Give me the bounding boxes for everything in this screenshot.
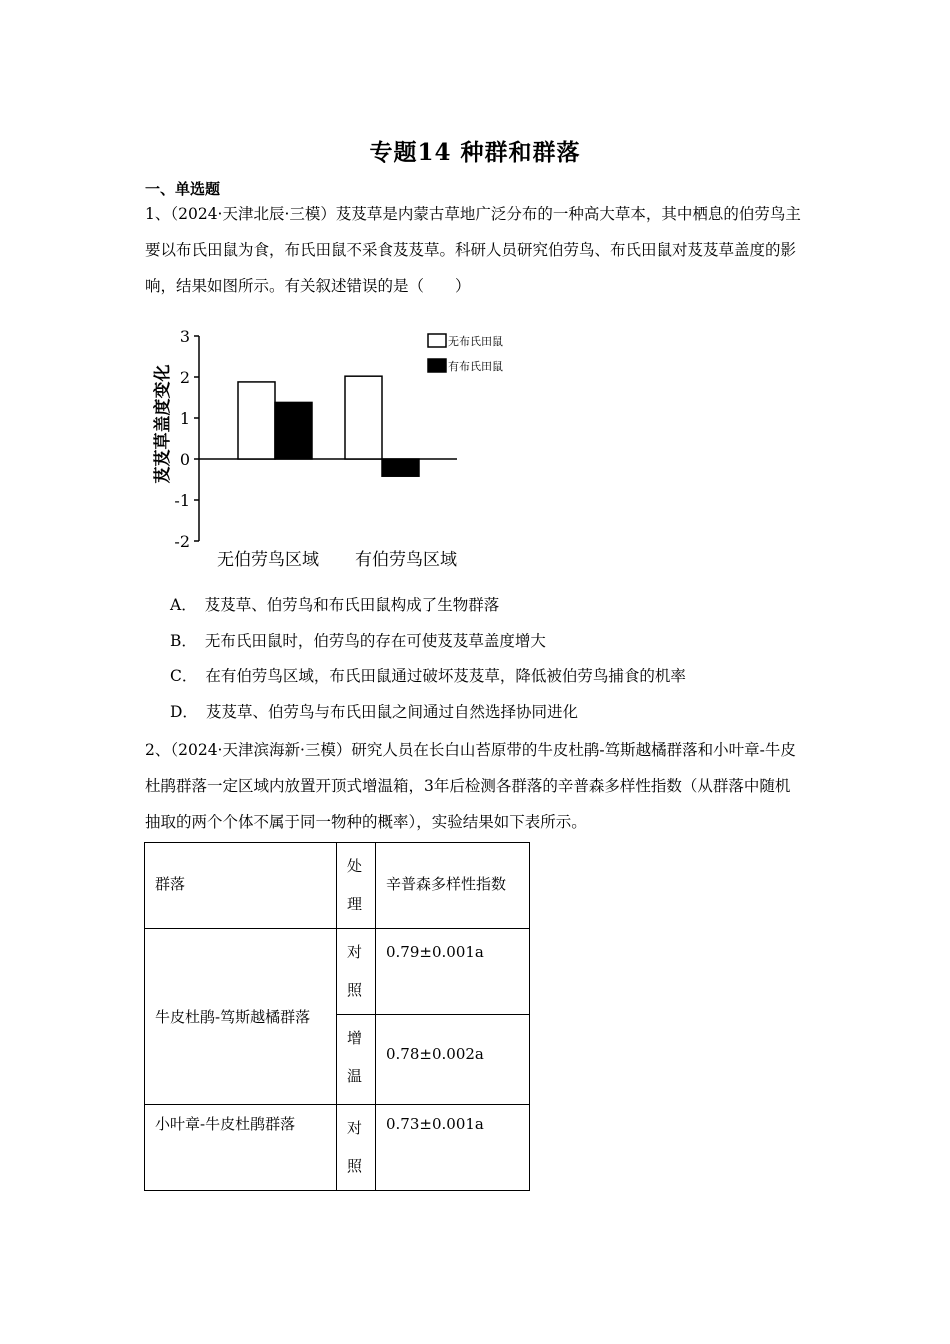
option-a-letter: A． <box>170 596 197 614</box>
y-tick-label: -2 <box>174 532 190 551</box>
x-tick-label: 无伯劳鸟区域 <box>217 550 319 570</box>
y-tick-label: 3 <box>179 327 190 346</box>
chart-legend <box>428 334 503 373</box>
value-cell: 0.73±0.001a <box>376 1105 530 1191</box>
bar <box>345 376 382 459</box>
option-c-text: 在有伯劳鸟区域，布氏田鼠通过破坏芨芨草，降低被伯劳鸟捕食的机率 <box>205 667 686 685</box>
x-tick-label: 有伯劳鸟区域 <box>355 550 457 570</box>
chart-bars <box>238 376 419 476</box>
option-b-text: 无布氏田鼠时，伯劳鸟的存在可使芨芨草盖度增大 <box>204 631 546 650</box>
question-2-text: 2、（2024·天津滨海新·三模）研究人员在长白山苔原带的牛皮杜鹃-笃斯越橘群落和小叶章-牛皮杜鹃群落一定区域内放置开顶式增温箱，3年后检测各群落的辛普森多样性指数（从群落中随机抽取的两个个体不属于同一物种的概率），实验结果如下表所示。 <box>145 741 796 831</box>
chart-ticks <box>174 327 199 551</box>
header-treatment: 处 理 <box>337 843 376 929</box>
legend-label: 无布氏田鼠 <box>448 335 503 348</box>
value-cell: 0.78±0.002a <box>376 1015 530 1105</box>
chart-x-labels <box>217 550 457 570</box>
option-d-text: 芨芨草、伯劳鸟与布氏田鼠之间通过自然选择协同进化 <box>205 702 578 721</box>
y-tick-label: 1 <box>179 409 190 428</box>
community-cell: 小叶章-牛皮杜鹃群落 <box>145 1105 337 1191</box>
section-heading: 一、单选题 <box>145 180 221 198</box>
header-index: 辛普森多样性指数 <box>376 843 530 929</box>
legend-label: 有布氏田鼠 <box>448 360 503 373</box>
option-b-letter: B． <box>170 631 197 650</box>
table-header-row <box>145 843 530 929</box>
header-community: 群落 <box>145 843 337 929</box>
bar <box>382 459 419 476</box>
bar <box>275 402 312 459</box>
y-axis-label: 芨芨草盖度变化 <box>153 364 173 484</box>
treatment-cell: 增 温 <box>337 1015 376 1105</box>
option-d[interactable] <box>170 695 686 731</box>
treatment-cell: 对 照 <box>337 1105 376 1191</box>
legend-swatch <box>428 334 446 347</box>
table-row <box>145 1105 530 1191</box>
option-a-text: 芨芨草、伯劳鸟和布氏田鼠构成了生物群落 <box>204 596 500 614</box>
treatment-cell: 对 照 <box>337 929 376 1015</box>
legend-swatch <box>428 359 446 372</box>
table-row <box>145 929 530 1015</box>
community-cell: 牛皮杜鹃-笃斯越橘群落 <box>145 929 337 1105</box>
question-1-options <box>170 588 686 730</box>
value-cell: 0.79±0.001a <box>376 929 530 1015</box>
bar <box>238 382 275 459</box>
option-b[interactable] <box>170 624 686 660</box>
question-1-text: 1、（2024·天津北辰·三模）芨芨草是内蒙古草地广泛分布的一种高大草本，其中栖息的伯劳鸟主要以布氏田鼠为食，布氏田鼠不采食芨芨草。科研人员研究伯劳鸟、布氏田鼠对芨芨草盖度的影响，结果如图所示。有关叙述错误的是（ ） <box>145 205 801 295</box>
y-tick-label: 0 <box>179 450 190 469</box>
y-tick-label: -1 <box>174 491 190 510</box>
diversity-table <box>144 842 530 1191</box>
option-c-letter: C． <box>170 667 198 685</box>
bar-chart <box>150 325 530 575</box>
option-a[interactable] <box>170 588 686 624</box>
y-tick-label: 2 <box>179 368 190 387</box>
page-title: 专题14 种群和群落 <box>369 139 581 166</box>
option-d-letter: D． <box>170 702 198 721</box>
option-c[interactable] <box>170 659 686 695</box>
